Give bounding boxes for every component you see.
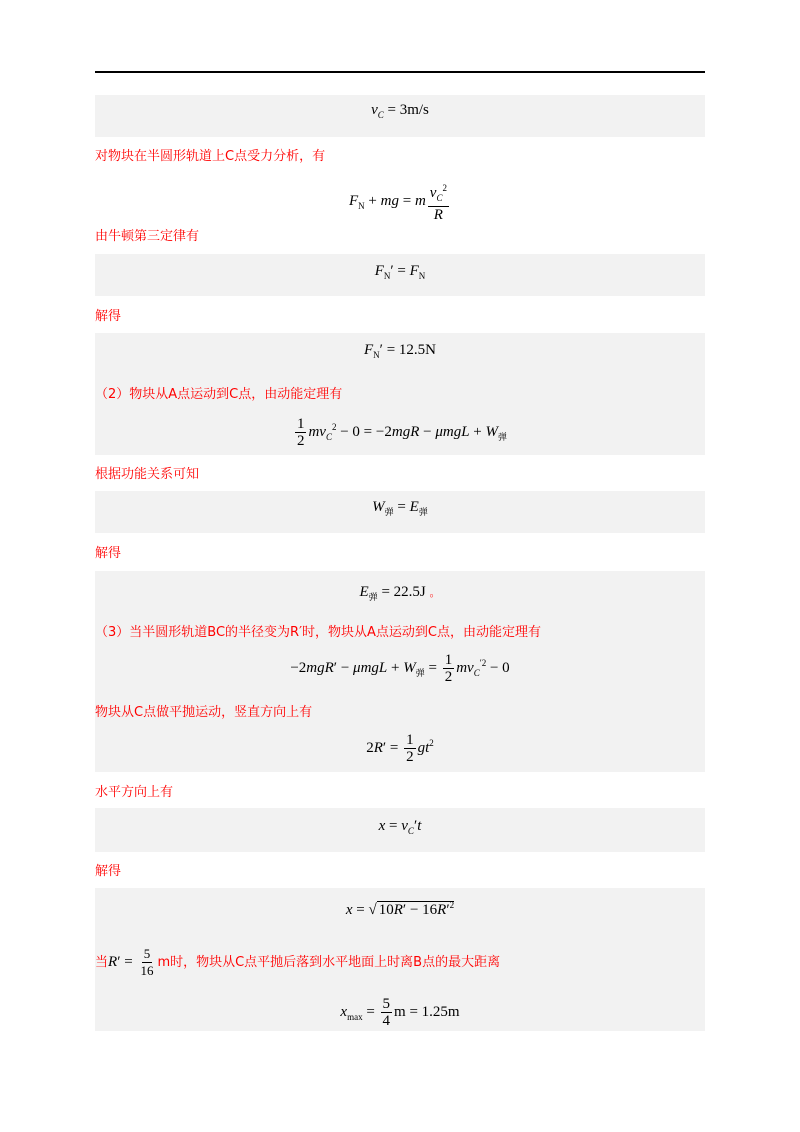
equation-vertical: 2R′ = $\frac{1}{2}$ $gt^2$	[366, 732, 434, 765]
text-when-suffix: m时，物块从C点平抛后落到水平地面上时离B点的最大距离	[157, 954, 501, 970]
text-newton3: 由牛顿第三定律有	[95, 229, 200, 244]
text-solve-1: 解得	[95, 309, 122, 324]
equation-x: x = √ $10R' - 16R'^2$	[345, 900, 455, 918]
text-force-analysis: 对物块在半圆形轨道上C点受力分析，有	[95, 149, 326, 164]
text-work-energy: 根据功能关系可知	[95, 467, 200, 482]
text-horizontal: 水平方向上有	[95, 785, 174, 800]
text-solve-2: 解得	[95, 546, 122, 561]
equation-horizontal: $x = v_C't$	[378, 818, 422, 836]
text-when-prefix: 当	[95, 954, 109, 970]
text-solve-3: 解得	[95, 864, 122, 879]
condition-inline-formula: R′ = $\frac{5}{16}$	[108, 946, 154, 978]
equation-fn: $F_N' = 12.5N$	[364, 342, 436, 360]
equation-ep: $E_弹 = 22.5J$ 。	[359, 584, 441, 602]
text-part-3: （3）当半圆形轨道BC的半径变为R′时，物块从A点运动到C点，由动能定理有	[95, 625, 541, 640]
equation-force: $F_N$ + mg = m $\frac{v_C^2}{R}$	[95, 180, 705, 223]
text-projectile: 物块从C点做平抛运动，竖直方向上有	[95, 705, 313, 720]
equation-xmax: $x_{max}$ = $\frac{5}{4}$ m = 1.25m	[340, 996, 460, 1029]
equation-kinetic-1: $\frac{1}{2}$ $mv_C^2 - 0 = -2mgR - \mu mgL + W_弹$	[296, 416, 508, 449]
equation-w-e: $W_弹 = E_弹$	[372, 499, 428, 517]
text-when	[95, 946, 500, 979]
period-mark: 。	[429, 587, 441, 599]
text-part-2: （2）物块从A点运动到C点，由动能定理有	[95, 387, 343, 402]
header-rule	[95, 71, 705, 73]
equation-newton3: $F_N' = F_N$	[374, 263, 426, 281]
equation-vc: $v_C = 3m/s$	[371, 102, 429, 120]
equation-kinetic-2: $-2mgR' - \mu mgL + W_弹$ = $\frac{1}{2}$ $mv_C^{'2} - 0$	[290, 652, 510, 685]
